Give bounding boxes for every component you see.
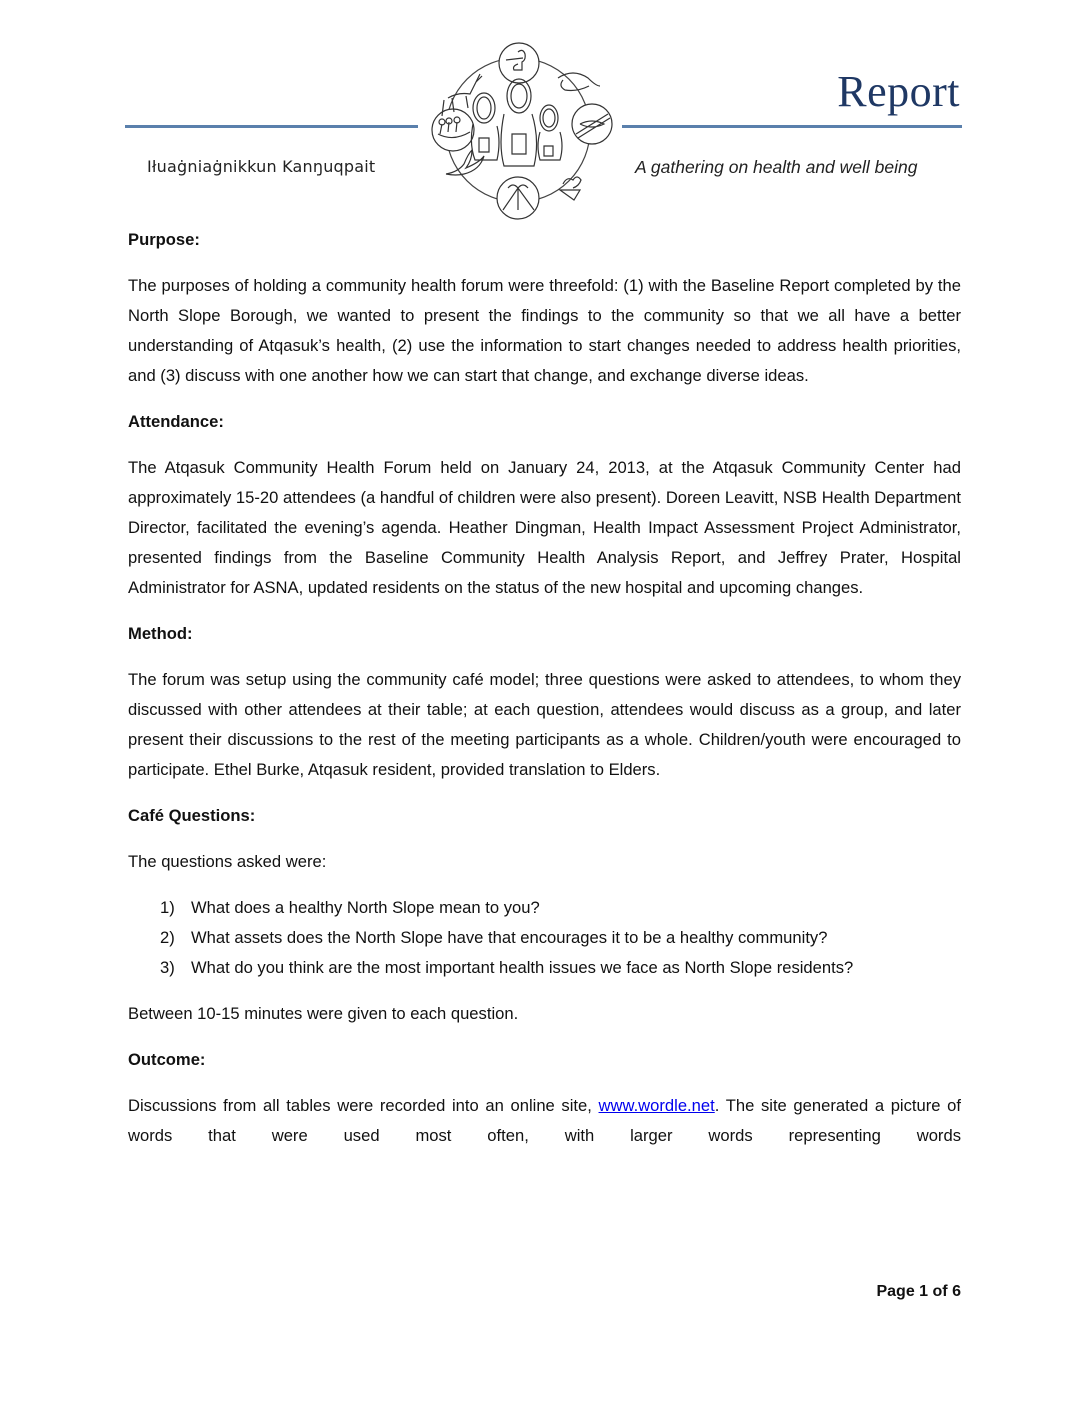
list-item: [128, 923, 961, 953]
document-body: [128, 225, 961, 1151]
list-number: 3): [160, 958, 175, 977]
section-cafe-questions: [128, 801, 961, 1029]
header-tagline: A gathering on health and well being: [635, 157, 918, 177]
section-heading: Outcome:: [128, 1050, 206, 1069]
report-title: Report: [837, 67, 960, 116]
section-heading: Attendance:: [128, 412, 224, 431]
page-number: [876, 1283, 961, 1301]
list-number: 1): [160, 898, 175, 917]
page-current: 1: [919, 1283, 929, 1300]
section-paragraph: The Atqasuk Community Health Forum held on January 24, 2013, at the Atqasuk Community Center had approximately 15-20 attendees (a handful of children were also present). Doreen Leavitt, NSB Health Department Director, facilitated the evening’s agenda. Heather Dingman, Health Impact Assessment Project Administrator, presented findings from the Baseline Community Health Analysis Report, and Jeffrey Prater, Hospital Administrator for ASNA, updated residents on the status of the new hospital and upcoming changes.: [128, 458, 961, 597]
question-text: What do you think are the most important health issues we face as North Slope residents?: [191, 958, 854, 977]
section-heading: Method:: [128, 624, 193, 643]
section-paragraph: [128, 1091, 961, 1151]
report-header: [0, 0, 1088, 230]
organization-name: Iłuaġniaġnikkun Kanŋuqpait: [147, 157, 376, 176]
page-label: Page: [876, 1283, 915, 1300]
outcome-text-after-link: . The site generated a picture of words that were used most often, with larger words representing words: [128, 1096, 962, 1145]
questions-list: [128, 893, 961, 983]
page-total: 6: [952, 1283, 961, 1300]
section-purpose: [128, 225, 961, 391]
wordle-link[interactable]: www.wordle.net: [598, 1096, 715, 1115]
list-item: [128, 893, 961, 923]
page-of: of: [932, 1283, 948, 1300]
section-heading: Purpose:: [128, 230, 200, 249]
outcome-text-before-link: Discussions from all tables were recorded into an online site,: [128, 1096, 599, 1115]
section-paragraph: The purposes of holding a community health forum were threefold: (1) with the Baseline Report completed by the North Slope Borough, we wanted to present the findings to the community so that we all have a better understanding of Atqasuk’s health, (2) use the information to start changes needed to address health priorities, and (3) discuss with one another how we can start that change, and exchange diverse ideas.: [128, 276, 961, 385]
questions-intro: The questions asked were:: [128, 852, 327, 871]
section-outcome: [128, 1045, 961, 1151]
question-text: What assets does the North Slope have that encourages it to be a healthy community?: [191, 928, 828, 947]
section-attendance: [128, 407, 961, 603]
section-paragraph: The forum was setup using the community café model; three questions were asked to attendees, to whom they discussed with other attendees at their table; at each question, attendees would discuss as a group, and later present their discussions to the rest of the meeting participants as a whole. Children/youth were encouraged to participate. Ethel Burke, Atqasuk resident, provided translation to Elders.: [128, 670, 961, 779]
list-number: 2): [160, 928, 175, 947]
list-item: [128, 953, 961, 983]
section-heading: Café Questions:: [128, 806, 256, 825]
header-rule-right: [622, 125, 962, 128]
time-note: Between 10-15 minutes were given to each question.: [128, 1004, 519, 1023]
header-rule-left: [125, 125, 418, 128]
section-method: [128, 619, 961, 785]
circle-of-life-logo-icon: [418, 38, 623, 223]
question-text: What does a healthy North Slope mean to you?: [191, 898, 540, 917]
